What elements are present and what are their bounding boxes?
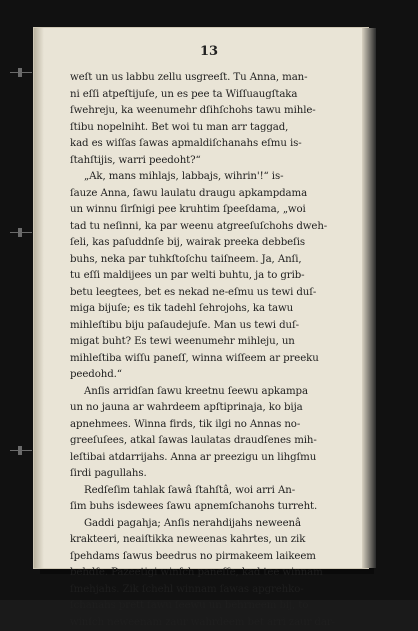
margin-binding-mark xyxy=(10,72,32,73)
text-line: greeſuſees, atkal ſawas laulatas draudſenes mih- xyxy=(70,433,358,450)
text-line: ſmehjahs. Zik ſchehl winnam ſawas apgrehko- xyxy=(70,582,358,599)
text-line: ſim buhs isdewees ſawu apnemſchanohs turreht. xyxy=(70,499,358,516)
text-line: Gaddi pagahja; Anſis nerahdijahs neweenâ xyxy=(70,516,358,533)
page-number: 13 xyxy=(0,44,418,59)
text-line: peedohd.“ xyxy=(70,367,358,384)
text-line: leſtibai atdarrijahs. Anna ar preezigu un lihgſmu xyxy=(70,450,358,467)
text-line: ſtahſtijis, warri peedoht?“ xyxy=(70,153,358,170)
text-line: un winnu ſirſnigi pee kruhtim ſpeeſdama, „woi xyxy=(70,202,358,219)
text-line: Redſeſim tahlak ſawâ ſtahſtâ, woi arri An- xyxy=(70,483,358,500)
text-line: „Ak, mans mihlajs, labbajs, wihrin'!“ is- xyxy=(70,169,358,186)
text-line: krakteeri, neaiſtikka neweenas kahrtes, un zik xyxy=(70,532,358,549)
text-line: kad es wiſſas ſawas apmaldiſchanahs eſmu is- xyxy=(70,136,358,153)
text-line: winſch neweenam zaur wahrdeem bet arri zaur dar- xyxy=(70,615,358,631)
text-line: buhs, neka par tuhkſtoſchu taiſneem. Ja, Anſi, xyxy=(70,252,358,269)
text-line: miga bijuſe; es tik tadehl ſehrojohs, ka tawu xyxy=(70,301,358,318)
text-line: ſauze Anna, ſawu laulatu draugu apkampdama xyxy=(70,186,358,203)
page-edge-shadow xyxy=(362,28,376,568)
text-line: migat buht? Es tewi weenumehr mihleju, un xyxy=(70,334,358,351)
text-line: behdſe. Pazeetigi winſch paneſſe, kad tee winnam xyxy=(70,565,358,582)
text-line: un no jauna ar wahrdeem apſtiprinaja, ko bija xyxy=(70,400,358,417)
text-line: ſchanahs prett ſawu ſeewu un behrneem bij, to xyxy=(70,598,358,615)
margin-binding-mark xyxy=(10,232,32,233)
margin-binding-mark xyxy=(10,450,32,451)
text-line: Anſis arridſan ſawu kreetnu ſeewu apkampa xyxy=(70,384,358,401)
text-line: ſirdi pagullahs. xyxy=(70,466,358,483)
text-line: weſt un us labbu zellu usgreeſt. Tu Anna, man- xyxy=(70,70,358,87)
text-line: ni eſſi atpeſtijuſe, un es pee ta Wiſſuaugſtaka xyxy=(70,87,358,104)
text-line: mihleſtiba wiſſu paneſſ, winna wiſſeem ar preeku xyxy=(70,351,358,368)
text-line: tu eſſi maldijees un par welti buhtu, ja to grib- xyxy=(70,268,358,285)
page-gutter xyxy=(34,28,44,568)
text-line: ſtibu nopelniht. Bet woi tu man arr taggad, xyxy=(70,120,358,137)
text-line: apnehmees. Winna firds, tik ilgi no Annas no- xyxy=(70,417,358,434)
text-line: mihleſtibu biju paſaudejuſe. Man us tewi duſ- xyxy=(70,318,358,335)
text-line: betu leegtees, bet es nekad ne-eſmu us tewi duſ- xyxy=(70,285,358,302)
body-text xyxy=(70,70,358,631)
text-line: ſpehdams ſawus beedrus no pirmakeem laikeem xyxy=(70,549,358,566)
text-line: ſwehreju, ka weenumehr dſihſchohs tawu mihle- xyxy=(70,103,358,120)
text-line: ſeli, kas paſuddnſe bij, wairak preeka debbeſis xyxy=(70,235,358,252)
text-line: tad tu neſinni, ka par weenu atgreeſuſchohs dweh- xyxy=(70,219,358,236)
